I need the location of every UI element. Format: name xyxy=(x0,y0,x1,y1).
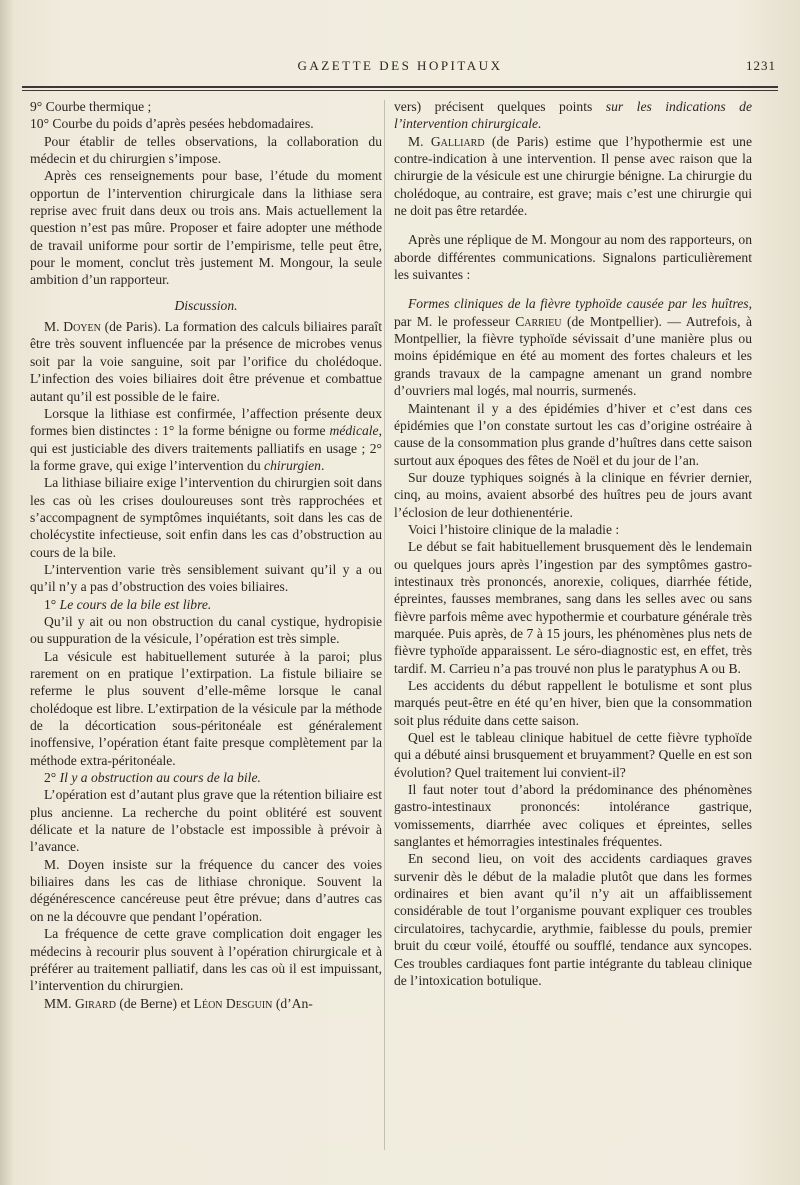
paragraph: Après ces renseignements pour base, l’étude du moment opportun de l’intervention chirurgicale dans la lithiase sera reprise avec fruit dans deux ou trois ans. Mais actuellement la question n’est pas mûre. Proposer et faire adopter une méthode de travail uniforme pour sortir de l’empirisme, telle peut être, pour le moment, conclut très justement M. Mongour, la seule ambition d’un rapporteur. xyxy=(30,168,382,288)
paragraph: La lithiase biliaire exige l’intervention du chirurgien soit dans les cas où les crises douloureuses sont très rapprochées et s’accompagnent de symptômes inquiétants, soit dans les cas de cholécystite infectieuse, soit enfin dans les cas d’obstruction au cours de la bile. xyxy=(30,475,382,560)
left-column xyxy=(30,98,382,1012)
column-divider xyxy=(384,100,385,1150)
paragraph: Il faut noter tout d’abord la prédominance des phénomènes gastro-intestinaux prononcés: intolérance gastrique, vomissements, diarrhée avec coliques et épreintes, selles sanglantes et hémorragies intestinales fréquentes. xyxy=(394,782,752,850)
right-column xyxy=(394,98,752,989)
emphasis: Le cours de la bile est libre. xyxy=(59,596,212,612)
communication-title: Formes cliniques de la fièvre typhoïde causée par les huîtres xyxy=(408,296,749,312)
paragraph-text: (d’An- xyxy=(272,995,313,1011)
paragraph-text: (de Paris). La formation des calculs biliaires paraît être très souvent influencée par la présence de microbes venus soit par la voie sanguine, soit par l’orifice du cholédoque. L’infection des voies biliaires doit être prévenue et combattue autant qu’il est possible de le faire. xyxy=(30,319,382,404)
speaker-name: Léon Desguin xyxy=(193,995,273,1011)
paragraph: Le début se fait habituellement brusquement dès le lendemain ou quelques jours après l’ingestion par des symptômes gastro-intestinaux très prononcés, anorexie, coliques, diarrhée fétide, épreintes, fausses membranes, sang dans les selles avec ou sans fièvre parfois même avec hypothermie et courbature générale très marquée. Puis après, de 7 à 15 jours, les phénomènes plus nets de fièvre typhoïde apparaissent. Le séro-diagnostic est, en effet, très tardif. M. Carrieu n’a pas trouvé non plus le paratyphus A ou B. xyxy=(394,539,752,676)
emphasis: Il y a obstruction au cours de la bile. xyxy=(59,770,261,786)
paragraph: Pour établir de telles observations, la collaboration du médecin et du chirurgien s’impose. xyxy=(30,133,382,167)
paragraph-text: Lorsque la lithiase est confirmée, l’affection présente deux formes bien distinctes : 1° la forme bénigne ou forme xyxy=(30,405,382,439)
paragraph: En second lieu, on voit des accidents cardiaques graves survenir dès le début de la maladie plutôt que dans les formes ordinaires et bien avant qu’il n’y ait un affaiblissement considérable de tout l’organisme pouvant expliquer ces troubles circulatoires, tachycardie, arythmie, faiblesse du pouls, premier bruit du cœur voilé, étouffé ou soufflé, tendance aux syncopes. Ces troubles cardiaques font partie intégrante du tableau clinique de l’intoxication botulique. xyxy=(394,851,752,988)
subheading xyxy=(30,596,382,613)
paragraph-text: (de Berne) et xyxy=(115,995,194,1011)
paragraph-text: . xyxy=(320,457,325,473)
paragraph: L’intervention varie très sensiblement suivant qu’il y a ou qu’il n’y a pas d’obstruction des voies biliaires. xyxy=(30,561,382,595)
paragraph-text: 2° xyxy=(44,770,60,786)
header-rule xyxy=(22,86,778,91)
paragraph: Sur douze typhiques soignés à la clinique en février dernier, cinq, au moins, avaient absorbé des huîtres peu de jours avant l’éclosion de leur dothienentérie. xyxy=(394,469,752,520)
emphasis: sur les indications de l’intervention chirurgicale. xyxy=(394,99,753,132)
paragraph: Qu’il y ait ou non obstruction du canal cystique, hydropisie ou suppuration de la vésicule, l’opération est très simple. xyxy=(30,613,382,647)
emphasis: médicale xyxy=(329,423,379,439)
page-header xyxy=(20,56,780,78)
paragraph: Après une réplique de M. Mongour au nom des rapporteurs, on aborde différentes communications. Signalons particulièrement les suivantes : xyxy=(394,232,752,283)
paragraph xyxy=(394,295,752,399)
paragraph: 10° Courbe du poids d’après pesées hebdomadaires. xyxy=(30,116,314,132)
paragraph: Maintenant il y a des épidémies d’hiver et c’est dans ces épidémies que l’on constate surtout les cas d’origine ostréaire à cause de la consommation plus grande d’huîtres dans cette saison surtout aux époques des fêtes de Noël et du jour de l’an. xyxy=(394,400,752,468)
paragraph-text: MM. xyxy=(44,995,75,1011)
paragraph: M. Doyen insiste sur la fréquence du cancer des voies biliaires dans les cas de lithiase chronique. Souvent la dégénérescence cancéreuse peut être prévue; dans d’autres cas on ne la découvre que pendant l’opération. xyxy=(30,856,382,924)
paragraph-text: 1° xyxy=(44,596,60,612)
speaker-name: Carrieu xyxy=(515,313,562,329)
paragraph: Quel est le tableau clinique habituel de cette fièvre typhoïde qui a débuté ainsi brusquement et bruyamment? Quelle en est son évolution? Quel traitement lui convient-il? xyxy=(394,730,752,780)
speaker-name: Girard xyxy=(74,995,116,1011)
speaker-name: M. Doyen xyxy=(44,319,101,335)
paragraph: La vésicule est habituellement suturée à la paroi; plus rarement on en pratique l’extirpation. La fistule biliaire se referme le plus souvent d’elle-même lorsque le canal cholédoque est libre. L’extirpation de la vésicule par la méthode de la décortication sous-péritonéale est généralement inoffensive, l’opération étant faite presque complètement par la méthode extra-péritonéale. xyxy=(30,648,382,768)
page-number: 1231 xyxy=(746,58,776,73)
subheading xyxy=(30,769,382,786)
section-heading-discussion: Discussion. xyxy=(174,297,238,313)
paragraph xyxy=(30,318,382,405)
paragraph: La fréquence de cette grave complication doit engager les médecins à recourir plus souvent à l’opération chirurgicale et à préférer au traitement palliatif, dans les cas où il est impuissant, l’intervention du chirurgien. xyxy=(30,926,382,994)
paragraph-text: vers) précisent quelques points xyxy=(394,99,606,114)
paragraph xyxy=(394,98,752,133)
binding-shadow xyxy=(0,0,14,1185)
paragraph: Voici l’histoire clinique de la maladie : xyxy=(408,521,620,537)
paragraph xyxy=(30,995,382,1012)
paragraph xyxy=(30,405,382,474)
emphasis: chirurgien xyxy=(264,457,321,473)
paragraph-text: , par M. le professeur xyxy=(394,296,752,329)
paragraph: L’opération est d’autant plus grave que la rétention biliaire est plus ancienne. La recherche du point oblitéré est souvent délicate et la nature de l’obstacle est impossible à prévoir à l’avance. xyxy=(30,787,382,855)
paragraph xyxy=(394,133,752,220)
running-title: GAZETTE DES HOPITAUX xyxy=(297,58,503,73)
paragraph-text: , qui est justiciable des divers traitements palliatifs en usage ; 2° la forme grave, qui exige l’intervention du xyxy=(30,423,382,473)
paragraph-text: (de Paris) estime que l’hypothermie est une contre-indication à une intervention. Il pense avec raison que la chirurgie de la vésicule est une chirurgie bénigne. La chirurgie du cholédoque, au contraire, est grave; mais c’est une chirurgie qui ne doit pas être retardée. xyxy=(394,133,752,219)
speaker-name: Galliard xyxy=(430,133,485,149)
paragraph-text: (de Montpellier). — Autrefois, à Montpellier, la fièvre typhoïde sévissait d’une manière plus ou moins épidémique en été au moment des fortes chaleurs et les grands travaux de la campagne amenant un grand nombre d’ouvriers mal logés, mal nourris, surmenés. xyxy=(394,313,752,399)
paragraph-text: M. xyxy=(408,133,431,149)
paragraph: 9° Courbe thermique ; xyxy=(30,99,152,114)
paragraph: Les accidents du début rappellent le botulisme et sont plus marqués peut-être en été qu’en hiver, bien que la consommation soit plus réduite dans cette saison. xyxy=(394,678,752,728)
